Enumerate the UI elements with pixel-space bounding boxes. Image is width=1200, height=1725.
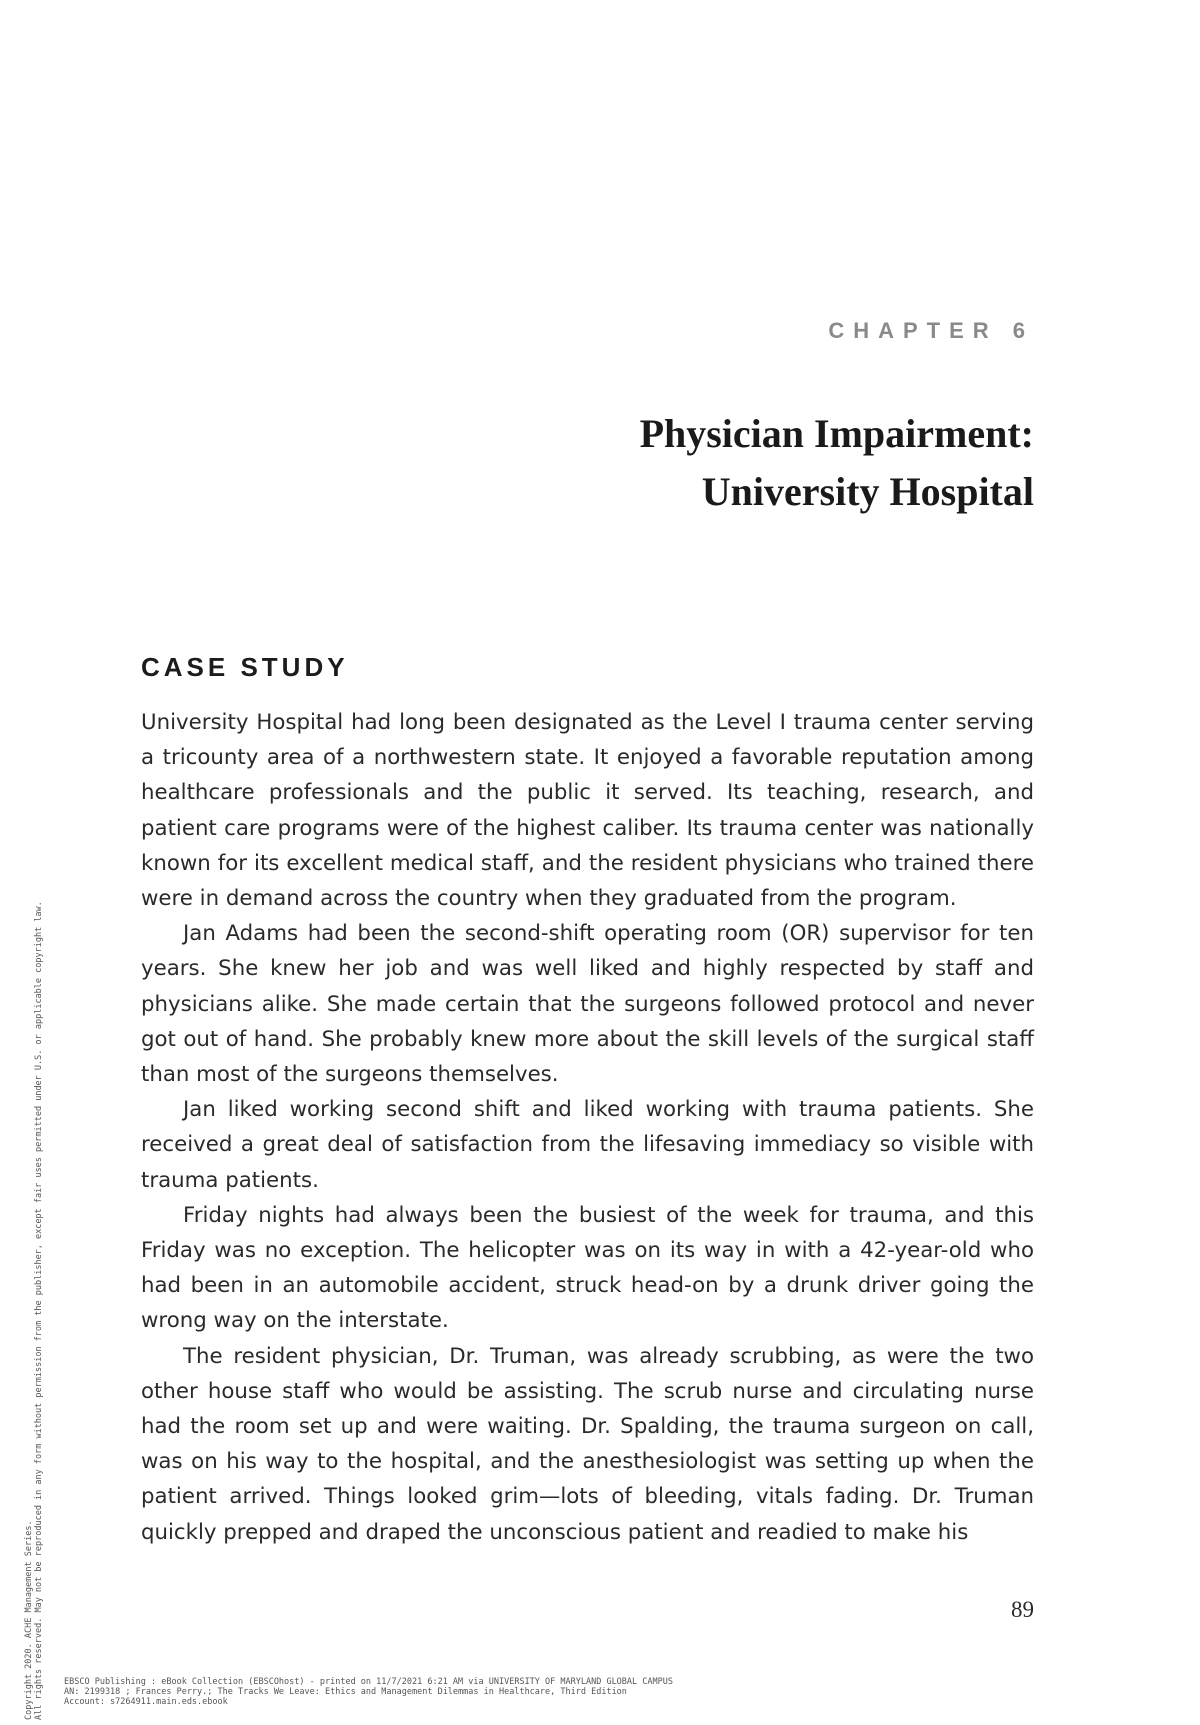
footer-line-2: AN: 2199318 ; Frances Perry.; The Tracks We Leave: Ethics and Management Dilemmas in Healthcare, Third Edition (64, 1687, 627, 1697)
ebsco-footer (64, 1677, 964, 1707)
paragraph: The resident physician, Dr. Truman, was already scrubbing, as were the two other house staff who would be assisting. The scrub nurse and circulating nurse had the room set up and were waiting. Dr. Spalding, the trauma surgeon on call, was on his way to the hospital, and the anesthesiologist was setting up when the patient arrived. Things looked grim—lots of bleeding, vitals fading. Dr. Truman quickly prepped and draped the unconscious patient and readied to make his (141, 1343, 1034, 1545)
chapter-title-line-2: University Hospital (701, 469, 1034, 514)
footer-line-3: Account: s7264911.main.eds.ebook (64, 1697, 228, 1707)
paragraph: Jan Adams had been the second-shift operating room (OR) supervisor for ten years. She knew her job and was well liked and highly respected by staff and physicians alike. She made certain that the surgeons followed protocol and never got out of hand. She probably knew more about the skill levels of the surgical staff than most of the surgeons themselves. (141, 921, 1034, 1088)
chapter-label: CHAPTER 6 (828, 318, 1034, 343)
chapter-title-line-1: Physician Impairment: (639, 411, 1034, 456)
page-number: 89 (1011, 1597, 1034, 1622)
side-copyright-line-2: All rights reserved. May not be reproduced in any form without permission from the publisher, except fair uses permitted under U.S. or applicable copyright law. (34, 901, 44, 1720)
section-heading: CASE STUDY (141, 652, 349, 682)
paragraph: Friday nights had always been the busiest of the week for trauma, and this Friday was no exception. The helicopter was on its way in with a 42-year-old who had been in an automobile accident, struck head-on by a drunk driver going the wrong way on the interstate. (141, 1202, 1034, 1334)
side-copyright-notice (24, 901, 44, 1720)
body-text (141, 705, 1034, 1550)
side-copyright-line-1: Copyright 2020. ACHE Management Series. (24, 1520, 34, 1720)
footer-line-1: EBSCO Publishing : eBook Collection (EBSCOhost) - printed on 11/7/2021 6:21 AM via UNIVERSITY OF MARYLAND GLOBAL CAMPUS (64, 1677, 673, 1687)
paragraph: Jan liked working second shift and liked working with trauma patients. She received a great deal of satisfaction from the lifesaving immediacy so visible with trauma patients. (141, 1097, 1034, 1193)
chapter-title (334, 405, 1034, 521)
paragraph: University Hospital had long been designated as the Level I trauma center serving a tricounty area of a northwestern state. It enjoyed a favorable reputation among healthcare professionals and the public it served. Its teaching, research, and patient care programs were of the highest caliber. Its trauma center was nationally known for its excellent medical staff, and the resident physicians who trained there were in demand across the country when they graduated from the program. (141, 710, 1034, 912)
